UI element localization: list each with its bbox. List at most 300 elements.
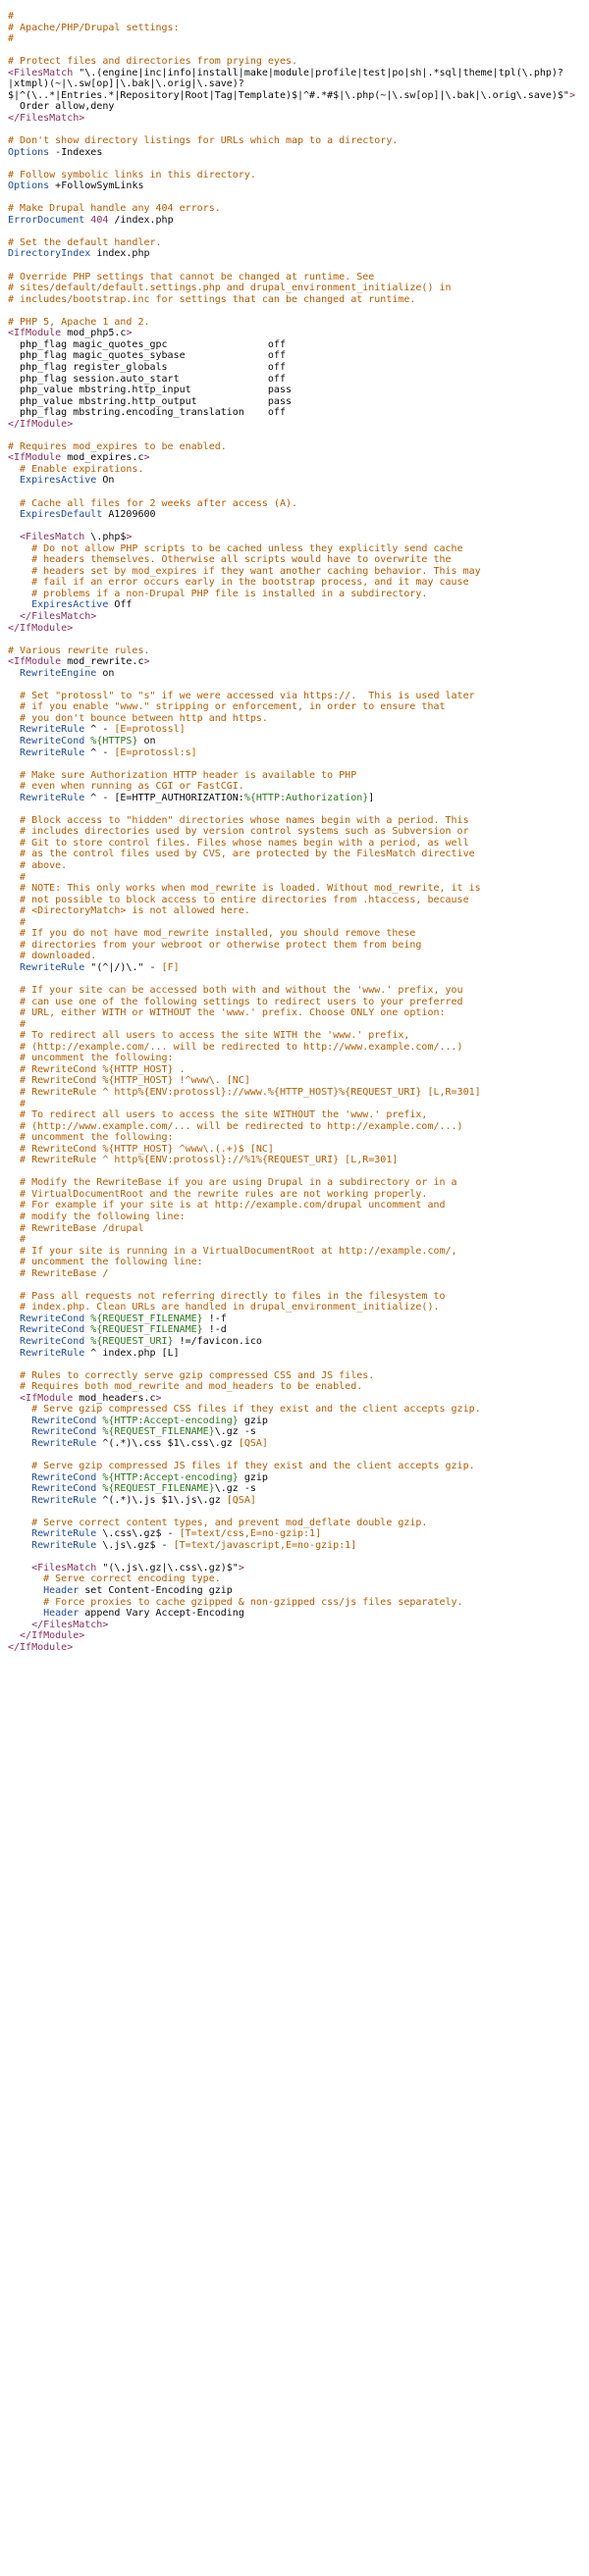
code-token: # RewriteCond %{HTTP_HOST} !^www\. [NC] xyxy=(8,1075,250,1087)
code-token: RewriteCond xyxy=(8,1415,103,1426)
code-token: ^ - xyxy=(90,724,115,736)
code-token: # headers themselves. Otherwise all scripts would have to overwrite the xyxy=(8,554,452,566)
code-token: RewriteCond xyxy=(8,1483,103,1495)
code-line xyxy=(8,226,589,237)
code-line xyxy=(8,679,589,691)
code-token: > xyxy=(126,532,133,543)
code-token: on xyxy=(137,736,156,747)
code-token: # Set the default handler. xyxy=(8,236,162,248)
code-line xyxy=(8,1007,589,1019)
code-token: ^ - xyxy=(90,747,115,758)
code-token: # above. xyxy=(8,860,68,872)
code-line xyxy=(8,1291,589,1303)
code-token: mod_php5.c xyxy=(67,328,127,339)
code-token: # If you do not have mod_rewrite installed, you should remove these xyxy=(8,928,416,940)
code-line xyxy=(8,793,589,804)
code-line xyxy=(8,1246,589,1258)
code-token: RewriteCond xyxy=(8,1471,103,1483)
code-token: +FollowSymLinks xyxy=(55,180,144,192)
code-token: # Cache all files for 2 weeks after access (A). xyxy=(8,497,298,509)
code-line xyxy=(8,599,589,611)
code-token: # index.php. Clean URLs are handled in drupal_environment_initialize(). xyxy=(8,1302,440,1314)
code-line xyxy=(8,1155,589,1166)
code-token: # VirtualDocumentRoot and the rewrite rules are not working properly. xyxy=(8,1188,428,1200)
code-line xyxy=(8,872,589,884)
code-line xyxy=(8,452,589,464)
code-token: # xyxy=(8,33,15,45)
code-token: RewriteRule xyxy=(8,1528,103,1540)
code-token: RewriteEngine xyxy=(8,667,103,679)
code-token: # If your site is running in a VirtualDocumentRoot at http://example.com/, xyxy=(8,1245,457,1257)
code-token: # uncomment the following: xyxy=(8,1053,174,1064)
code-token: # directories from your webroot or otherwise protect them from being xyxy=(8,939,422,951)
code-token: php_flag magic_quotes_sybase off xyxy=(8,350,286,362)
code-line xyxy=(8,758,589,770)
code-line xyxy=(8,1370,589,1382)
code-line xyxy=(8,350,589,362)
code-token: !-f xyxy=(202,1313,227,1324)
code-line xyxy=(8,1438,589,1450)
code-token: %{REQUEST_FILENAME} xyxy=(90,1324,203,1336)
code-token: # Do not allow PHP scripts to be cached unless they explicitly send cache xyxy=(8,542,463,554)
code-token: %{HTTP:Accept-encoding} xyxy=(102,1415,239,1426)
code-line xyxy=(8,997,589,1008)
code-line xyxy=(8,1053,589,1064)
code-line xyxy=(8,1359,589,1370)
code-token: # xyxy=(8,11,15,22)
code-line xyxy=(8,860,589,872)
code-line xyxy=(8,1630,589,1642)
code-line xyxy=(8,724,589,736)
code-line xyxy=(8,1087,589,1099)
code-token: Order allow,deny xyxy=(8,101,115,113)
code-token: # Force proxies to cache gzipped & non-gzipped css/js files separately. xyxy=(8,1596,463,1608)
code-token: <IfModule xyxy=(8,452,68,464)
code-token: > xyxy=(143,656,150,668)
code-token: php_flag register_globals off xyxy=(8,361,286,373)
code-line xyxy=(8,192,589,204)
code-token: \.gz -s xyxy=(214,1483,256,1495)
code-line xyxy=(8,645,589,657)
code-line xyxy=(8,1528,589,1540)
code-token: # problems if a non-Drupal PHP file is installed in a subdirectory. xyxy=(8,588,428,599)
code-token: # URL, either WITH or WITHOUT the 'www.' prefix. Choose ONLY one option: xyxy=(8,1007,446,1019)
code-token: %{HTTP:Authorization} xyxy=(243,792,369,803)
code-line xyxy=(8,554,589,566)
code-line xyxy=(8,147,589,159)
code-line xyxy=(8,1426,589,1438)
code-line xyxy=(8,1620,589,1631)
code-token: # NOTE: This only works when mod_rewrite is loaded. Without mod_rewrite, it is xyxy=(8,883,481,895)
code-token: RewriteRule xyxy=(8,1539,103,1551)
code-token: Options xyxy=(8,146,56,158)
code-line xyxy=(8,419,589,431)
code-token: \.css\.gz$ - xyxy=(102,1528,180,1540)
code-token: on xyxy=(102,667,115,679)
code-token: Options xyxy=(8,180,56,192)
code-line xyxy=(8,1506,589,1518)
code-token: <FilesMatch xyxy=(8,67,80,78)
code-token: -Indexes xyxy=(55,146,103,158)
code-line xyxy=(8,294,589,306)
code-line xyxy=(8,1540,589,1552)
code-token: \.js\.gz$ - xyxy=(102,1539,174,1551)
code-token: # modify the following line: xyxy=(8,1211,186,1222)
code-line xyxy=(8,736,589,747)
code-token: <FilesMatch xyxy=(8,1562,103,1573)
code-token: "(\.js\.gz|\.css\.gz)$" xyxy=(102,1562,239,1573)
code-line xyxy=(8,532,589,543)
code-line xyxy=(8,1064,589,1076)
code-line xyxy=(8,56,589,68)
code-token: # Serve correct content types, and prevent mod_deflate double gzip. xyxy=(8,1517,428,1528)
code-line xyxy=(8,180,589,192)
code-token: </FilesMatch> xyxy=(8,1619,109,1630)
code-token: [QSA] xyxy=(226,1494,256,1506)
code-line xyxy=(8,430,589,441)
code-token: </IfModule> xyxy=(8,1641,74,1653)
code-token: %{REQUEST_FILENAME} xyxy=(102,1426,215,1438)
code-token: php_value mbstring.http_output pass xyxy=(8,395,292,407)
code-token: [T=text/css,E=no-gzip:1] xyxy=(179,1528,322,1540)
code-line xyxy=(8,1518,589,1529)
code-token: # To redirect all users to access the site WITHOUT the 'www.' prefix, xyxy=(8,1109,428,1121)
code-token: # Pass all requests not referring directly to files in the filesystem to xyxy=(8,1290,446,1302)
code-token: # xyxy=(8,1018,27,1030)
code-line xyxy=(8,1042,589,1054)
code-line xyxy=(8,1268,589,1280)
code-token: # (http://example.com/... will be redirected to http://www.example.com/...) xyxy=(8,1041,463,1053)
code-line xyxy=(8,385,589,396)
code-token: # RewriteRule ^ http%{ENV:protossl}://www.%{HTTP_HOST}%{REQUEST_URI} [L,R=301] xyxy=(8,1086,481,1098)
code-token: # Set "protossl" to "s" if we were accessed via https://. This is used later xyxy=(8,690,475,701)
code-token: %{REQUEST_URI} xyxy=(90,1335,174,1347)
code-token: # Don't show directory listings for URLs which map to a directory. xyxy=(8,135,399,147)
code-token: %{REQUEST_FILENAME} xyxy=(102,1483,215,1495)
code-token: # RewriteBase /drupal xyxy=(8,1222,144,1234)
code-token: # RewriteRule ^ http%{ENV:protossl}://%1%{REQUEST_URI} [L,R=301] xyxy=(8,1155,399,1166)
code-line xyxy=(8,1585,589,1597)
code-token: ^(.*)\.css $1\.css\.gz xyxy=(102,1437,239,1449)
code-line xyxy=(8,1166,589,1178)
code-token: DirectoryIndex xyxy=(8,248,97,260)
code-line xyxy=(8,23,589,34)
code-token: # Requires both mod_rewrite and mod_headers to be enabled. xyxy=(8,1381,363,1393)
code-line xyxy=(8,1573,589,1585)
code-token: </IfModule> xyxy=(8,1630,85,1642)
code-token: ] xyxy=(368,792,375,803)
code-token: # includes directories used by version control systems such as Subversion or xyxy=(8,826,469,838)
code-line xyxy=(8,113,589,125)
code-token: # Protect files and directories from prying eyes. xyxy=(8,56,298,68)
code-line xyxy=(8,260,589,272)
code-token: </FilesMatch> xyxy=(8,610,97,622)
code-token: # If your site can be accessed both with and without the 'www.' prefix, you xyxy=(8,985,463,997)
code-token: # Modify the RewriteBase if you are using Drupal in a subdirectory or in a xyxy=(8,1177,457,1189)
code-token: %{HTTP:Accept-encoding} xyxy=(102,1471,239,1483)
code-line xyxy=(8,668,589,680)
code-token: # Make sure Authorization HTTP header is available to PHP xyxy=(8,769,357,781)
code-token: \.php$ xyxy=(90,532,127,543)
code-token: !-d xyxy=(202,1324,227,1336)
code-line xyxy=(8,928,589,940)
code-line xyxy=(8,1189,589,1201)
code-token: [T=text/javascript,E=no-gzip:1] xyxy=(173,1539,357,1551)
code-token: RewriteCond xyxy=(8,1335,91,1347)
code-token: [E=protossl] xyxy=(114,724,186,736)
code-line xyxy=(8,283,589,294)
code-line xyxy=(8,701,589,713)
code-line xyxy=(8,883,589,895)
code-token: # not possible to block access to entire directories from .htaccess, because xyxy=(8,894,469,905)
code-line xyxy=(8,248,589,260)
code-token: mod_expires.c xyxy=(67,452,144,464)
code-line xyxy=(8,1234,589,1246)
code-token: RewriteRule xyxy=(8,1494,103,1506)
code-line xyxy=(8,215,589,227)
code-line xyxy=(8,1608,589,1620)
code-token: # Serve correct encoding type. xyxy=(8,1573,221,1585)
code-token: RewriteRule xyxy=(8,961,91,973)
code-token: ^(.*)\.js $1\.js\.gz xyxy=(102,1494,227,1506)
code-token: A1209600 xyxy=(108,509,156,521)
code-line xyxy=(8,803,589,815)
code-token: <IfModule xyxy=(8,328,68,339)
code-line xyxy=(8,1144,589,1156)
code-line xyxy=(8,362,589,374)
code-token: set Content-Encoding gzip xyxy=(84,1585,233,1597)
code-token: <IfModule xyxy=(8,656,68,668)
code-line xyxy=(8,158,589,170)
code-line xyxy=(8,374,589,386)
code-line xyxy=(8,101,589,113)
code-line xyxy=(8,475,589,487)
code-line xyxy=(8,962,589,974)
code-line xyxy=(8,1495,589,1507)
code-token: # xyxy=(8,871,27,883)
code-line xyxy=(8,1302,589,1314)
code-token: # Enable expirations. xyxy=(8,463,144,475)
code-line xyxy=(8,1416,589,1427)
code-line xyxy=(8,33,589,45)
code-token: # <DirectoryMatch> is not allowed here. xyxy=(8,905,250,917)
code-token: # xyxy=(8,1234,27,1246)
code-line xyxy=(8,203,589,215)
code-token: > xyxy=(568,89,575,101)
code-line xyxy=(8,1348,589,1360)
code-line xyxy=(8,339,589,351)
code-token: # includes/bootstrap.inc for settings that can be changed at runtime. xyxy=(8,293,416,305)
code-token: # you don't bounce between http and https. xyxy=(8,712,268,724)
code-token: # xyxy=(8,916,27,928)
code-token: # sites/default/default.settings.php and drupal_environment_initialize() in xyxy=(8,283,452,294)
code-token: php_flag mbstring.encoding_translation off xyxy=(8,407,286,419)
code-token: <IfModule xyxy=(8,1392,80,1404)
code-line xyxy=(8,1211,589,1223)
code-line xyxy=(8,1109,589,1121)
code-line xyxy=(8,713,589,725)
code-line xyxy=(8,895,589,906)
code-line xyxy=(8,1597,589,1609)
code-token: ErrorDocument xyxy=(8,214,91,226)
code-line xyxy=(8,543,589,555)
code-line xyxy=(8,838,589,850)
code-token: # even when running as CGI or FastCGI. xyxy=(8,781,244,793)
code-line xyxy=(8,521,589,533)
code-token: # as the control files used by CVS, are protected by the FilesMatch directive xyxy=(8,849,475,860)
code-token: </IfModule> xyxy=(8,418,74,430)
code-line xyxy=(8,45,589,57)
code-token: ExpiresActive xyxy=(8,599,115,611)
code-token: # fail if an error occurs early in the bootstrap process, and it may cause xyxy=(8,577,469,589)
code-line xyxy=(8,634,589,645)
code-line xyxy=(8,1393,589,1405)
code-line xyxy=(8,1472,589,1484)
code-token: # PHP 5, Apache 1 and 2. xyxy=(8,316,150,328)
code-token: Off xyxy=(114,599,133,611)
code-token: index.php xyxy=(96,248,150,260)
code-token: \.gz -s xyxy=(214,1426,256,1438)
code-line xyxy=(8,973,589,985)
code-line xyxy=(8,396,589,408)
code-line xyxy=(8,124,589,135)
code-token: RewriteRule xyxy=(8,792,91,803)
code-token: > xyxy=(155,1392,162,1404)
code-line xyxy=(8,770,589,782)
code-token: RewriteCond xyxy=(8,1426,103,1438)
code-token: [E=protossl:s] xyxy=(114,747,197,758)
code-token: $|^(\..*|Entries.*|Repository|Root|Tag|Template)$|^#.*#$|\.php(~|\.sw[op]|\.bak|\.orig\.save)$" xyxy=(8,89,569,101)
code-line xyxy=(8,1336,589,1348)
code-token: # Rules to correctly serve gzip compressed CSS and JS files. xyxy=(8,1369,375,1381)
code-line xyxy=(8,566,589,578)
code-token: # Make Drupal handle any 404 errors. xyxy=(8,203,221,215)
code-line xyxy=(8,1177,589,1189)
code-token: # RewriteCond %{HTTP_HOST} ^www\.(.+)$ [NC] xyxy=(8,1143,274,1155)
code-token: php_flag magic_quotes_gpc off xyxy=(8,338,286,350)
code-token: RewriteCond xyxy=(8,1324,91,1336)
code-token: On xyxy=(102,475,115,487)
code-line xyxy=(8,951,589,962)
code-token: # To redirect all users to access the site WITH the 'www.' prefix, xyxy=(8,1030,410,1042)
code-token: gzip xyxy=(238,1471,268,1483)
code-token: mod_rewrite.c xyxy=(67,656,144,668)
code-token: # For example if your site is at http://example.com/drupal uncomment and xyxy=(8,1200,446,1211)
code-token: # if you enable "www." stripping or enforcement, in order to ensure that xyxy=(8,701,446,713)
code-line xyxy=(8,1075,589,1087)
code-token: mod_headers.c xyxy=(79,1392,156,1404)
code-token: > xyxy=(143,452,150,464)
code-line xyxy=(8,1099,589,1110)
code-token: RewriteRule xyxy=(8,724,91,736)
code-token: ExpiresDefault xyxy=(8,509,109,521)
code-token: # Block access to "hidden" directories whose names begin with a period. This xyxy=(8,814,469,826)
code-token: [F] xyxy=(161,961,180,973)
code-line xyxy=(8,815,589,827)
code-line xyxy=(8,1030,589,1042)
code-token: !=/favicon.ico xyxy=(173,1335,262,1347)
code-line xyxy=(8,623,589,635)
code-token: # Serve gzip compressed JS files if they exist and the client accepts gzip. xyxy=(8,1461,475,1471)
code-line xyxy=(8,1314,589,1325)
code-line xyxy=(8,1324,589,1336)
code-line xyxy=(8,237,589,249)
code-line xyxy=(8,917,589,929)
code-token: php_value mbstring.http_input pass xyxy=(8,385,292,396)
code-line xyxy=(8,849,589,860)
code-line xyxy=(8,1404,589,1416)
code-line xyxy=(8,305,589,317)
code-token: <FilesMatch xyxy=(8,532,91,543)
code-token: 404 xyxy=(90,214,109,226)
code-line xyxy=(8,1223,589,1235)
code-line xyxy=(8,1257,589,1268)
code-token: > xyxy=(238,1562,244,1573)
code-line xyxy=(8,407,589,419)
code-line xyxy=(8,170,589,181)
code-line xyxy=(8,781,589,793)
code-line xyxy=(8,90,589,102)
code-token: # headers set by mod_expires if they want another caching behavior. This may xyxy=(8,565,481,577)
code-token: "\.(engine|inc|info|install|make|module|profile|test|po|sh|.*sql|theme|tpl(\.php)? xyxy=(79,67,563,78)
code-line xyxy=(8,1563,589,1574)
code-line xyxy=(8,985,589,997)
code-token: RewriteCond xyxy=(8,736,91,747)
code-token: > xyxy=(126,328,133,339)
code-line xyxy=(8,11,589,23)
code-token: </IfModule> xyxy=(8,622,74,634)
code-line xyxy=(8,826,589,838)
code-token: RewriteRule xyxy=(8,1347,91,1359)
code-line xyxy=(8,589,589,600)
code-token: php_flag session.auto_start off xyxy=(8,373,286,385)
code-token: # xyxy=(8,1098,27,1109)
code-line xyxy=(8,1121,589,1133)
code-token: RewriteCond xyxy=(8,1313,91,1324)
code-line xyxy=(8,1461,589,1472)
code-token: # uncomment the following: xyxy=(8,1132,174,1144)
code-line xyxy=(8,577,589,589)
code-token: # RewriteCond %{HTTP_HOST} . xyxy=(8,1063,186,1075)
code-line xyxy=(8,940,589,952)
code-line xyxy=(8,509,589,521)
code-line xyxy=(8,328,589,339)
code-line xyxy=(8,1200,589,1211)
code-token: append Vary Accept-Encoding xyxy=(84,1608,244,1620)
code-token: "(^|/)\." - xyxy=(90,961,162,973)
code-token: # Serve gzip compressed CSS files if they exist and the client accepts gzip. xyxy=(8,1404,481,1416)
code-line xyxy=(8,68,589,79)
code-token: RewriteRule xyxy=(8,747,91,758)
code-token: Header xyxy=(8,1608,85,1620)
code-line xyxy=(8,317,589,329)
code-token: # RewriteBase / xyxy=(8,1267,109,1279)
code-line xyxy=(8,487,589,498)
code-line xyxy=(8,1019,589,1031)
code-token: %{HTTPS} xyxy=(90,736,138,747)
code-line xyxy=(8,905,589,917)
code-line xyxy=(8,498,589,510)
code-line xyxy=(8,1381,589,1393)
code-line xyxy=(8,464,589,476)
code-token: /index.php xyxy=(108,214,174,226)
code-token: gzip xyxy=(238,1415,268,1426)
code-token: [QSA] xyxy=(238,1437,268,1449)
code-token: RewriteRule xyxy=(8,1437,103,1449)
code-token: # Apache/PHP/Drupal settings: xyxy=(8,22,180,33)
code-token: # Requires mod_expires to be enabled. xyxy=(8,440,227,452)
code-token: # can use one of the following settings to redirect users to your preferred xyxy=(8,996,463,1007)
